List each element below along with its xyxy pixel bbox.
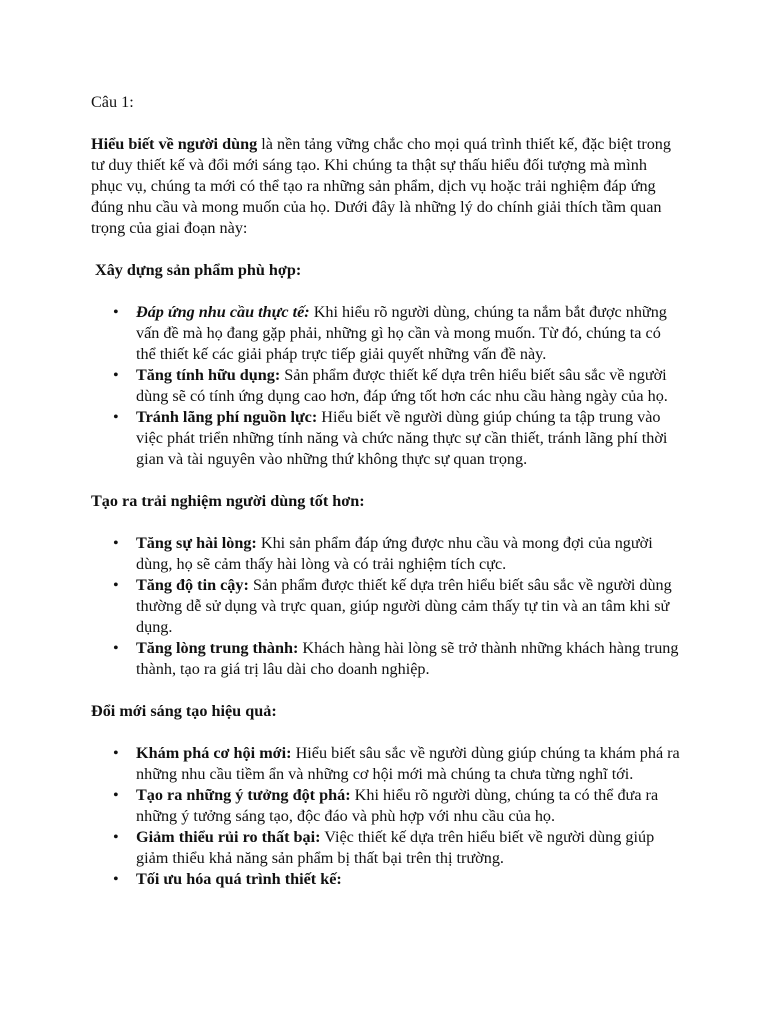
list-item-text: Khi hiểu rõ người dùng, chúng ta có thể đưa ra những ý tưởng sáng tạo, độc đáo và phù hợp với nhu cầu của họ.	[136, 786, 659, 825]
section-heading: Tạo ra trải nghiệm người dùng tốt hơn:	[91, 492, 365, 510]
list-item	[113, 302, 682, 365]
bullet-glyph: •	[113, 786, 119, 804]
list-item	[113, 533, 682, 575]
list-item-text: Khi sản phẩm đáp ứng được nhu cầu và mong đợi của người dùng, họ sẽ cảm thấy hài lòng và có trải nghiệm tích cực.	[136, 534, 653, 573]
list-item-text: Việc thiết kế dựa trên hiểu biết về người dùng giúp giảm thiểu khả năng sản phẩm bị thất bại trên thị trường.	[136, 828, 655, 867]
bullet-list	[91, 302, 682, 470]
bullet-glyph: •	[113, 534, 119, 552]
bullet-glyph: •	[113, 576, 119, 594]
list-item-term: Tăng lòng trung thành:	[136, 639, 299, 657]
list-item-text: Sản phẩm được thiết kế dựa trên hiểu biết sâu sắc về người dùng sẽ có tính ứng dụng cao hơn, đáp ứng tốt hơn các nhu cầu hàng ngày của họ.	[136, 366, 668, 405]
list-item	[113, 575, 682, 638]
intro-text: là nền tảng vững chắc cho mọi quá trình thiết kế, đặc biệt trong tư duy thiết kế và đổi mới sáng tạo. Khi chúng ta thật sự thấu hiểu đối tượng mà mình phục vụ, chúng ta mới có thể tạo ra những sản phẩm, dịch vụ hoặc trải nghiệm đáp ứng đúng nhu cầu và mong muốn của họ. Dưới đây là những lý do chính giải thích tầm quan trọng của giai đoạn này:	[91, 135, 671, 237]
list-item-text: Hiểu biết về người dùng giúp chúng ta tập trung vào việc phát triển những tính năng và chức năng thực sự cần thiết, tránh lãng phí thời gian và tài nguyên vào những thứ không thực sự quan trọng.	[136, 408, 668, 468]
list-item-text: Khi hiểu rõ người dùng, chúng ta nắm bắt được những vấn đề mà họ đang gặp phải, những gì họ cần và mong muốn. Từ đó, chúng ta có thể thiết kế các giải pháp trực tiếp giải quyết những vấn đề này.	[136, 303, 667, 363]
bullet-glyph: •	[113, 366, 119, 384]
list-item-term: Tạo ra những ý tưởng đột phá:	[136, 786, 351, 804]
list-item-term: Tăng sự hài lòng:	[136, 534, 257, 552]
list-item-text: Sản phẩm được thiết kế dựa trên hiểu biết sâu sắc về người dùng thường dễ sử dụng và trực quan, giúp người dùng cảm thấy tự tin và an tâm khi sử dụng.	[136, 576, 672, 636]
list-item-term: Tăng tính hữu dụng:	[136, 366, 281, 384]
list-item-term: Đáp ứng nhu cầu thực tế:	[136, 303, 310, 321]
list-item	[113, 827, 682, 869]
list-item-term: Tăng độ tin cậy:	[136, 576, 249, 594]
intro-bold-phrase: Hiểu biết về người dùng	[91, 135, 258, 153]
list-item	[113, 869, 682, 890]
bullet-glyph: •	[113, 303, 119, 321]
section-heading: Xây dựng sản phẩm phù hợp:	[95, 261, 302, 279]
list-item-term: Tránh lãng phí nguồn lực:	[136, 408, 318, 426]
list-item-term: Khám phá cơ hội mới:	[136, 744, 292, 762]
intro-paragraph	[91, 134, 682, 239]
bullet-glyph: •	[113, 744, 119, 762]
list-item	[113, 743, 682, 785]
bullet-glyph: •	[113, 870, 119, 888]
list-item-term: Giảm thiểu rủi ro thất bại:	[136, 828, 321, 846]
section-heading: Đổi mới sáng tạo hiệu quả:	[91, 702, 277, 720]
list-item-term: Tối ưu hóa quá trình thiết kế:	[136, 870, 342, 888]
list-item	[113, 365, 682, 407]
bullet-glyph: •	[113, 828, 119, 846]
list-item	[113, 407, 682, 470]
bullet-list	[91, 743, 682, 890]
list-item	[113, 638, 682, 680]
bullet-list	[91, 533, 682, 680]
list-item-text: Khách hàng hài lòng sẽ trở thành những khách hàng trung thành, tạo ra giá trị lâu dài cho doanh nghiệp.	[136, 639, 679, 678]
list-item-text: Hiểu biết sâu sắc về người dùng giúp chúng ta khám phá ra những nhu cầu tiềm ẩn và những cơ hội mới mà chúng ta chưa từng nghĩ tới.	[136, 744, 680, 783]
bullet-glyph: •	[113, 408, 119, 426]
bullet-glyph: •	[113, 639, 119, 657]
question-label: Câu 1:	[91, 93, 134, 111]
list-item	[113, 785, 682, 827]
